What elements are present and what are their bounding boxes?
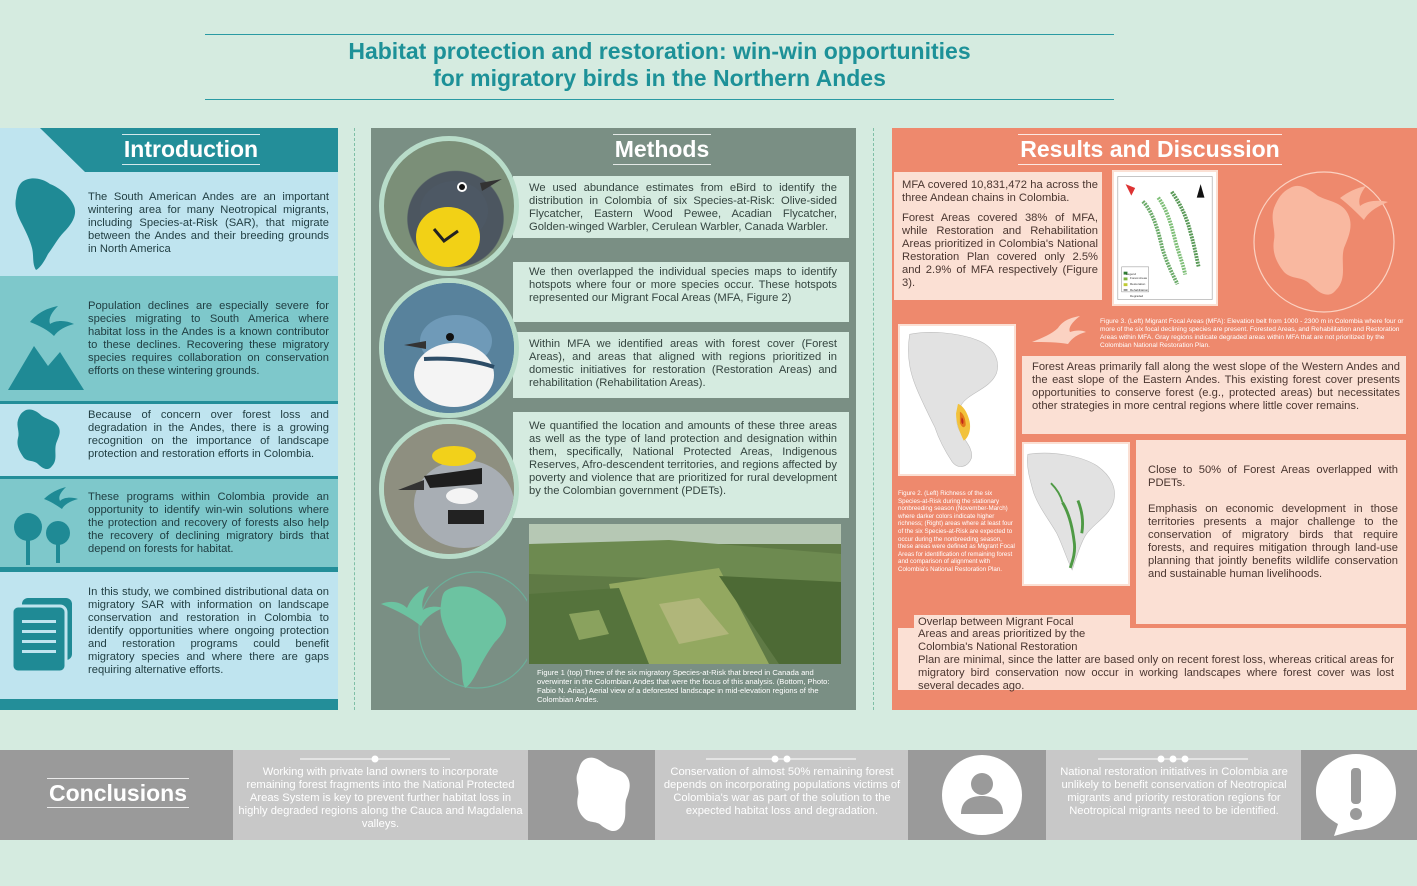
results-economic-challenge: Emphasis on economic development in those territories presents a major challenge to the conservation of migratory birds that require forests, and requires mitigation through land-use planning that jointly benefits wildlife conservation and sustainable human livelihoods.: [1148, 503, 1398, 580]
column-divider: [873, 128, 874, 710]
methods-section: [371, 128, 856, 710]
legend-title: Legend: [1126, 272, 1137, 276]
cerulean-warbler-photo: [379, 278, 519, 418]
results-mfa-coverage: MFA covered 10,831,472 ha across the three Andean chains in Colombia.: [902, 179, 1098, 204]
legend-item-degraded: Degraded: [1130, 294, 1144, 298]
colombia-map-icon: [566, 754, 642, 838]
methods-heading: Methods: [567, 134, 757, 165]
south-america-bird-graphic: [377, 564, 527, 694]
document-icon: [8, 598, 78, 674]
methods-paragraph-1: We used abundance estimates from eBird to identify the distribution in Colombia of six Species-at-Risk: Olive-sided Flycatcher, Eastern Wood Pewee, Acadian Flycatcher, Golden-winged Warbler, Cerulean Warbler, Canada Warbler.: [513, 176, 849, 238]
results-box-2: Forest Areas primarily fall along the west slope of the Western Andes and the east slope of the Eastern Andes. This existing forest cover presents opportunities to conserve forest (e.g., protected areas) but necessitates other strategies in more central regions where little cover remains.: [1022, 356, 1406, 434]
results-pdet-overlap: Close to 50% of Forest Areas overlapped with PDETs.: [1148, 464, 1398, 489]
exclamation-icon: [1314, 752, 1398, 838]
intro-paragraph-3: Because of concern over forest loss and degradation in the Andes, there is a growing recognition on the importance of landscape protection and restoration efforts in Colombia.: [88, 409, 329, 460]
legend-item-restoration: Restoration: [1130, 282, 1146, 286]
results-overlap-line2: Areas and areas prioritized by the: [918, 628, 1086, 640]
title-rule-top: [205, 34, 1114, 35]
colombia-map-icon: [8, 406, 66, 474]
step-indicator-1: [300, 754, 450, 764]
figure3-caption: Figure 3. (Left) Migrant Focal Areas (MFA): Elevation belt from 1000 - 2300 m in Colombia where four or more of the six focal declining species are present. Forested Areas, and Rehabilitation and Restoration Areas within MFA. Gray regions indicate degraded areas within MFA that are not prioritized by the Colombian National Restoration Plan.: [1100, 318, 1404, 349]
results-box-3: [1136, 440, 1406, 624]
intro-row-2: [0, 276, 338, 401]
south-america-icon: [8, 174, 80, 272]
trees-bird-icon: [8, 485, 84, 565]
poster-title-line2: for migratory birds in the Northern Andes: [433, 65, 886, 91]
intro-row-4: [0, 479, 338, 567]
column-divider: [354, 128, 355, 710]
intro-row-3: [0, 404, 338, 476]
conclusion-item-2: Conservation of almost 50% remaining forest depends on incorporating populations victims of Colombia's war as part of the solution to the expected habitat loss and degradation.: [663, 766, 901, 817]
bird-mountain-icon: [8, 294, 86, 390]
canada-warbler-photo: [379, 136, 519, 276]
conclusion-item-3: National restoration initiatives in Colombia are unlikely to benefit conservation of Neotropical migrants and priority restoration regions for Neotropical migrants need to be identified.: [1060, 766, 1288, 817]
step-indicator-2: [706, 754, 856, 764]
results-overlap-line3: Colombia's National Restoration: [918, 641, 1078, 653]
results-overlap-rest: Plan are minimal, since the latter are based only on recent forest loss, whereas critical areas for migratory bird conservation now occur in working landscapes where forest cover was lost several decades ago.: [918, 654, 1394, 692]
mfa-map-figure: [1112, 170, 1218, 306]
results-forest-coverage: Forest Areas covered 38% of MFA, while Restoration and Rehabilitation Areas prioritized in Colombia's National Restoration Plan covered only 2.5% and 2.9% of MFA respectively (Figure 3).: [902, 212, 1098, 289]
methods-paragraph-2: We then overlapped the individual species maps to identify hotspots where four or more species occur. These hotspots represented our Migrant Focal Areas (MFA, Figure 2): [513, 262, 849, 322]
poster-title-line1: Habitat protection and restoration: win-win opportunities: [348, 38, 971, 64]
mfa-extent-map-figure: [1022, 442, 1130, 586]
richness-map-figure: [898, 324, 1016, 476]
methods-paragraph-4: We quantified the location and amounts of these three areas as well as the type of land protection and designation within them, specifically, National Protected Areas, Indigenous Reserves, Afro-descendent territories, and regions affected by poverty and violence that are prioritized for rural development by the Colombian government (PDETs).: [513, 412, 849, 518]
intro-paragraph-1: The South American Andes are an important wintering area for many Neotropical migrants, including Species-at-Risk (SAR), that migrate between the Andes and their breeding grounds in North America: [88, 191, 329, 255]
intro-paragraph-4: These programs within Colombia provide an opportunity to identify win-win solutions where the protection and recovery of forests also help the recovery of declining migratory birds that depend on forests for habitat.: [88, 491, 329, 555]
legend-item-rehabilitation: Rehabilitation: [1130, 288, 1149, 292]
poster-title: [205, 38, 1114, 92]
conclusions-heading: Conclusions: [48, 780, 187, 806]
introduction-section: [0, 128, 338, 710]
aerial-landscape-photo: [529, 524, 841, 664]
figure2-caption: Figure 2. (Left) Richness of the six Species-at-Risk during the stationary nonbreeding season (November-March) where darker colors indicate higher richness; (Right) areas where at least four of the six Species-at-Risk are expected to occur during the nonbreeding season, these areas were defined as Migrant Focal Areas for identification of remaining forest and comparison of alignment with Colombia's National Restoration Plan.: [898, 490, 1015, 573]
golden-winged-warbler-photo: [379, 419, 519, 559]
colombia-bird-graphic: [1244, 158, 1414, 318]
results-overlap-line1: Overlap between Migrant Focal: [914, 615, 1130, 629]
step-indicator-3: [1098, 754, 1248, 764]
results-box-4: [898, 616, 1406, 692]
methods-paragraph-3: Within MFA we identified areas with forest cover (Forest Areas), and areas that aligned with regions prioritized in domestic initiatives for restoration (Restoration Areas) and rehabilitation (Rehabilitation Areas).: [513, 332, 849, 398]
intro-paragraph-2: Population declines are especially severe for species migrating to South America where habitat loss in the Andes is a known contributor to these declines. Recovering these migratory species requires collaboration on conservation efforts on these wintering grounds.: [88, 300, 329, 377]
methods-figure-caption: Figure 1 (top) Three of the six migratory Species-at-Risk that breed in Canada and overwinter in the Colombian Andes that were the focus of this analysis. (Bottom, Photo: Fabio N. Arias) Aerial view of a deforested landscape in mid-elevation regions of the Colombian Andes.: [537, 668, 830, 704]
results-heading: Results and Discussion: [992, 134, 1308, 165]
results-box-1: [894, 172, 1102, 300]
intro-paragraph-5: In this study, we combined distributional data on migratory SAR with information on landscape conservation and restoration in Colombia to identify opportunities where ongoing protection and restoration programs could benefit migratory species and where there are gaps requiring alternative efforts.: [88, 586, 329, 676]
conclusion-item-1: Working with private land owners to incorporate remaining forest fragments into the National Protected Areas System is key to prevent further habitat loss in highly degraded regions along the Cauca and Magdalena valleys.: [238, 766, 523, 830]
intro-row-5: [0, 572, 338, 699]
results-section: [892, 128, 1417, 710]
bird-icon: [1028, 312, 1088, 348]
intro-heading: Introduction: [96, 134, 286, 165]
person-icon: [941, 754, 1023, 836]
intro-row-1: [0, 172, 338, 276]
legend-item-forest: Forest Areas: [1130, 276, 1148, 280]
title-rule-bottom: [205, 99, 1114, 100]
